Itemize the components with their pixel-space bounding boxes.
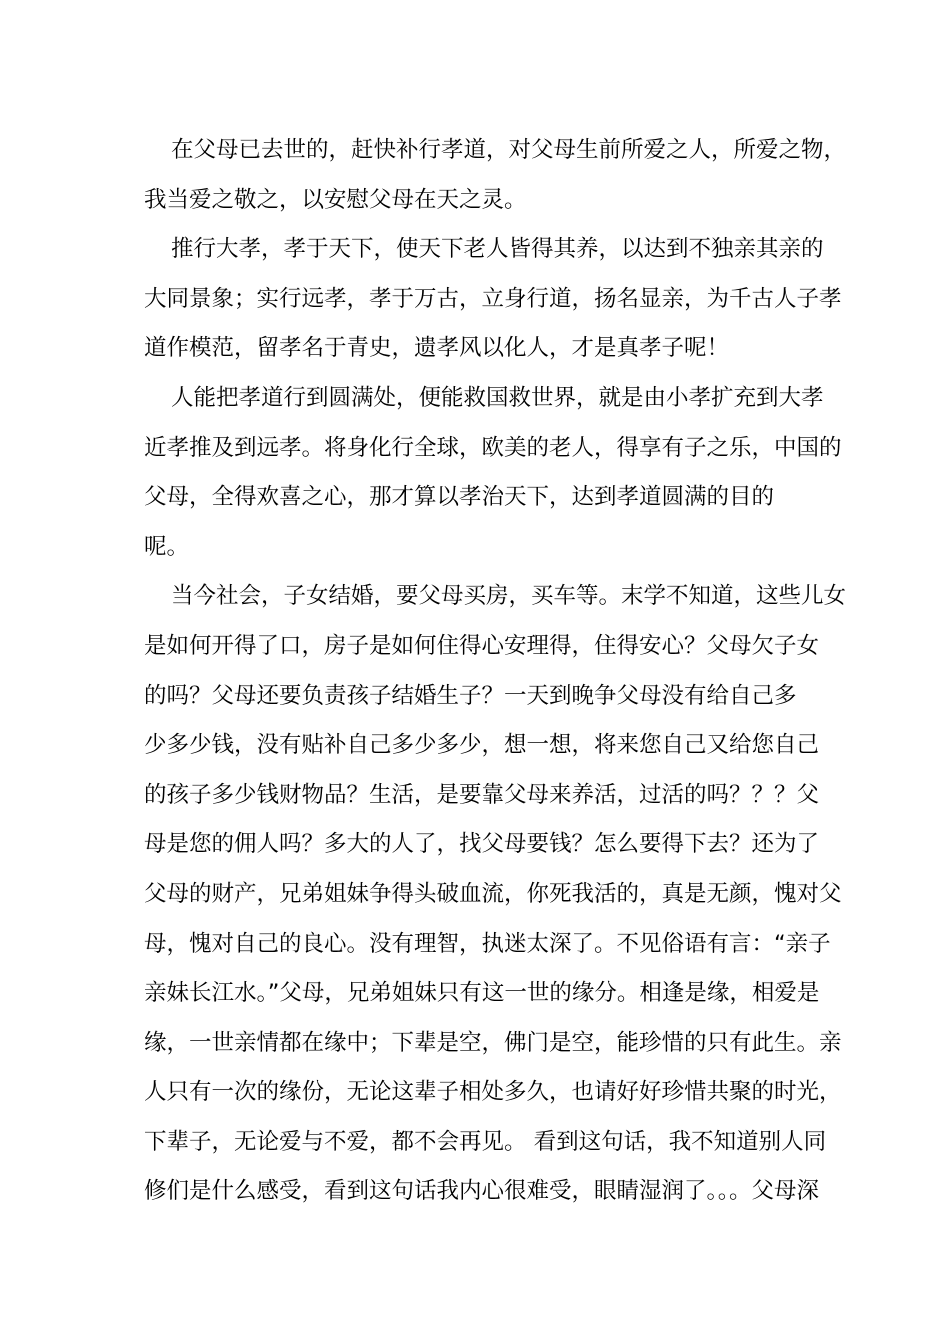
text-line: 修们是什么感受，看到这句话我内心很难受，眼睛湿润了。。。父母深	[144, 1178, 820, 1205]
text-line: 少多少钱，没有贴补自己多少多少，想一想，将来您自己又给您自己	[144, 732, 820, 759]
text-line: 当今社会，子女结婚，要父母买房，买车等。末学不知道，这些儿女	[171, 583, 847, 610]
text-line: 人只有一次的缘份，无论这辈子相处多久，也请好好珍惜共聚的时光，	[144, 1079, 842, 1106]
text-line: 我当爱之敬之，以安慰父母在天之灵。	[144, 186, 527, 213]
text-line: 是如何开得了口，房子是如何住得心安理得，住得安心？父母欠子女	[144, 632, 820, 659]
text-line: 道作模范，留孝名于青史，遗孝风以化人，才是真孝子呢！	[144, 335, 730, 362]
text-line: 亲妹长江水。”父母，兄弟姐妹只有这一世的缘分。相逢是缘，相爱是	[144, 980, 820, 1007]
paragraph-3	[144, 374, 842, 572]
paragraph-4	[144, 572, 847, 1217]
text-line: 近孝推及到远孝。将身化行全球，欧美的老人，得享有子之乐，中国的	[144, 434, 842, 461]
text-line: 推行大孝，孝于天下，使天下老人皆得其养，以达到不独亲其亲的	[171, 236, 824, 263]
text-line: 在父母已去世的，赶快补行孝道，对父母生前所爱之人，所爱之物，	[171, 137, 847, 163]
text-line: 母是您的佣人吗？多大的人了，找父母要钱？怎么要得下去？还为了	[144, 831, 820, 858]
document-body	[144, 126, 847, 1217]
text-line: 父母，全得欢喜之心，那才算以孝治天下，达到孝道圆满的目的	[144, 484, 775, 511]
text-line: 的吗？父母还要负责孩子结婚生子？一天到晚争父母没有给自己多	[144, 682, 797, 709]
text-line: 下辈子，无论爱与不爱，都不会再见。 看到这句话，我不知道别人同	[144, 1128, 827, 1155]
text-line: 父母的财产，兄弟姐妹争得头破血流，你死我活的，真是无颜，愧对父	[144, 880, 842, 907]
paragraph-2	[144, 225, 842, 374]
text-line: 母，愧对自己的良心。没有理智，执迷太深了。不见俗语有言：“亲子	[144, 930, 831, 957]
text-line: 人能把孝道行到圆满处，便能救国救世界，就是由小孝扩充到大孝	[171, 384, 824, 411]
text-line: 呢。	[144, 533, 190, 560]
paragraph-1	[144, 126, 847, 225]
text-line: 的孩子多少钱财物品？生活，是要靠父母来养活，过活的吗？？？父	[144, 781, 820, 808]
text-line: 大同景象；实行远孝，孝于万古，立身行道，扬名显亲，为千古人子孝	[144, 285, 842, 312]
text-line: 缘，一世亲情都在缘中；下辈是空，佛门是空，能珍惜的只有此生。亲	[144, 1029, 842, 1056]
